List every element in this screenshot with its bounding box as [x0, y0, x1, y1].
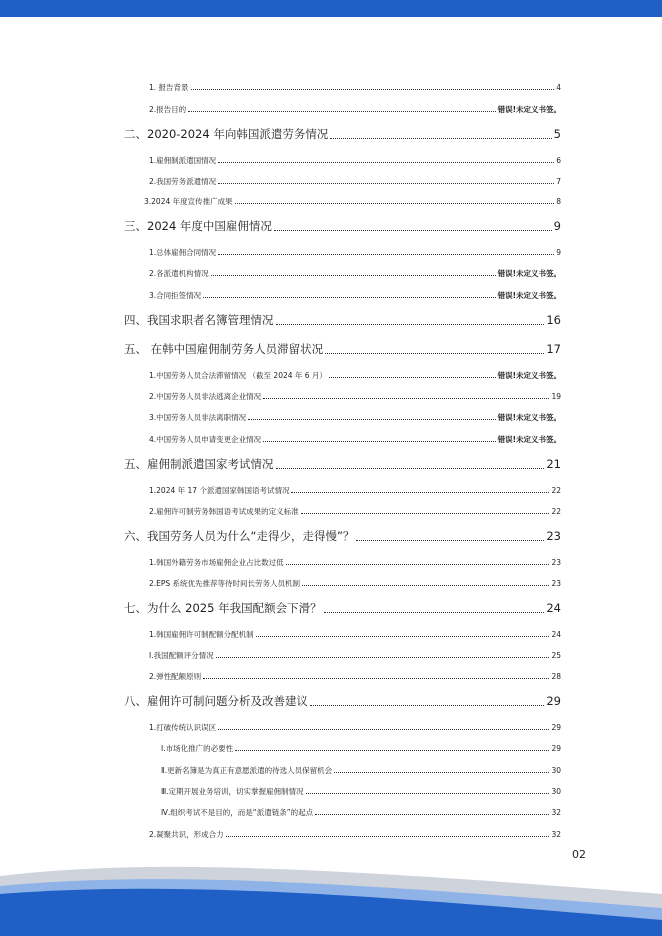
- toc-entry-page: 错误!未定义书签。: [497, 413, 561, 422]
- toc-entry-title: Ⅱ.更新名簿是为真正有意愿派遣的待选人员保留机会: [161, 766, 333, 775]
- page-number: 02: [572, 848, 586, 861]
- toc-entry-page: 9: [553, 219, 561, 233]
- toc-entry-title: 1.韩国雇佣许可制配额分配机制: [149, 630, 254, 639]
- toc-entry-title: 2.雇佣许可制劳务韩国语考试成果的定义标准: [149, 507, 299, 516]
- toc-entry[interactable]: [149, 290, 561, 301]
- toc-entry-title: 2.报告目的: [149, 105, 187, 114]
- toc-entry-page: 16: [546, 313, 561, 327]
- toc-entry-title: Ⅰ.市场化推广的必要性: [161, 744, 234, 753]
- toc-entry-title: 1.雇佣制派遣国情况: [149, 156, 217, 165]
- toc-entry-title: Ⅰ.我国配额评分情况: [149, 651, 214, 660]
- toc-entry-title: 1.打破传统认识误区: [149, 723, 217, 732]
- toc-entry-title: 2.EPS 系统优先推荐等待时间长劳务人员机制: [149, 579, 301, 588]
- toc-entry-title: 4.中国劳务人员申请变更企业情况: [149, 435, 262, 444]
- toc-entry[interactable]: [149, 370, 561, 381]
- toc-entry[interactable]: [149, 155, 561, 166]
- toc-entry[interactable]: [149, 578, 561, 589]
- toc-entry-page: 30: [551, 787, 561, 796]
- toc-entry-page: 29: [551, 744, 561, 753]
- toc-entry[interactable]: [124, 601, 561, 616]
- toc-entry[interactable]: [144, 196, 561, 207]
- toc-entry[interactable]: [161, 807, 561, 818]
- toc-entry[interactable]: [149, 671, 561, 682]
- toc-entry-page: 19: [551, 392, 561, 401]
- toc-entry-title: 八、雇佣许可制问题分析及改善建议: [124, 694, 308, 708]
- toc-entry-title: 六、我国劳务人员为什么“走得少，走得慢”？: [124, 529, 355, 543]
- toc-entry-title: 五、 在韩中国雇佣制劳务人员滞留状况: [124, 342, 324, 356]
- toc-entry-title: 2.我国劳务派遣情况: [149, 177, 217, 186]
- toc-entry-title: 3.中国劳务人员非法离职情况: [149, 413, 247, 422]
- toc-entry-title: 五、雇佣制派遣国家考试情况: [124, 457, 274, 471]
- toc-entry-page: 8: [556, 197, 561, 206]
- toc-entry-title: 七、为什么 2025 年我国配额会下滑？: [124, 601, 322, 615]
- toc-entry[interactable]: [149, 268, 561, 279]
- toc-entry-page: 24: [551, 630, 561, 639]
- toc-entry[interactable]: [149, 176, 561, 187]
- toc-entry-title: 1.总体雇佣合同情况: [149, 248, 217, 257]
- toc-entry[interactable]: [161, 765, 561, 776]
- toc-entry-page: 25: [551, 651, 561, 660]
- toc-entry-title: 二、2020-2024 年向韩国派遣劳务情况: [124, 127, 329, 141]
- toc-entry-page: 29: [546, 694, 561, 708]
- toc-entry[interactable]: [149, 629, 561, 640]
- toc-entry[interactable]: [149, 485, 561, 496]
- toc-entry[interactable]: [149, 557, 561, 568]
- toc-entry-title: 1.2024 年 17 个派遣国家韩国语考试情况: [149, 486, 290, 495]
- toc-entry-title: 2.各派遣机构情况: [149, 269, 209, 278]
- toc-entry-page: 29: [551, 723, 561, 732]
- toc-entry[interactable]: [149, 82, 561, 93]
- toc-entry-title: Ⅳ.组织考试不是目的，而是“派遣链条”的起点: [161, 808, 314, 817]
- toc-entry-title: 2.中国劳务人员非法逃离企业情况: [149, 392, 262, 401]
- toc-entry[interactable]: [124, 694, 561, 709]
- toc-entry[interactable]: [161, 786, 561, 797]
- toc-entry-title: 3.2024 年度宣传推广成果: [144, 197, 233, 206]
- toc-entry[interactable]: [124, 529, 561, 544]
- toc-entry-title: 2.凝聚共识，形成合力: [149, 830, 224, 839]
- toc-entry-page: 22: [551, 486, 561, 495]
- toc-entry-page: 错误!未定义书签。: [497, 269, 561, 278]
- toc-entry-title: 1.韩国外籍劳务市场雇佣企业占比数过低: [149, 558, 284, 567]
- toc-entry[interactable]: [124, 457, 561, 472]
- toc-entry-page: 22: [551, 507, 561, 516]
- toc-entry-page: 6: [556, 156, 561, 165]
- toc-entry-title: 1. 报告背景: [149, 83, 189, 92]
- toc-entry-page: 错误!未定义书签。: [497, 105, 561, 114]
- toc-entry-title: 1.中国劳务人员合法滞留情况 （截至 2024 年 6 月）: [149, 371, 327, 380]
- toc-entry-page: 23: [551, 579, 561, 588]
- footer-wave-decoration: [0, 858, 662, 936]
- toc-entry-page: 30: [551, 766, 561, 775]
- toc-entry-title: Ⅲ.定期开展业务培训，切实掌握雇佣制情况: [161, 787, 304, 796]
- toc-entry-page: 32: [551, 808, 561, 817]
- toc-entry-page: 4: [556, 83, 561, 92]
- toc-entry-page: 5: [553, 127, 561, 141]
- toc-entry-page: 32: [551, 830, 561, 839]
- toc-entry[interactable]: [149, 722, 561, 733]
- toc-entry-page: 17: [546, 342, 561, 356]
- toc-entry-title: 三、2024 年度中国雇佣情况: [124, 219, 272, 233]
- toc-entry[interactable]: [149, 247, 561, 258]
- toc-entry[interactable]: [124, 219, 561, 234]
- toc-entry[interactable]: [124, 127, 561, 142]
- toc-entry-title: 2.弹性配额原则: [149, 672, 202, 681]
- toc-entry[interactable]: [149, 650, 561, 661]
- toc-entry-title: 四、我国求职者名簿管理情况: [124, 313, 274, 327]
- toc-entry[interactable]: [124, 342, 561, 357]
- toc-entry-page: 23: [546, 529, 561, 543]
- toc-entry-page: 21: [546, 457, 561, 471]
- toc-entry-page: 9: [556, 248, 561, 257]
- toc-entry[interactable]: [149, 434, 561, 445]
- toc-entry-page: 错误!未定义书签。: [497, 371, 561, 380]
- toc-entry-page: 7: [556, 177, 561, 186]
- toc-entry[interactable]: [149, 506, 561, 517]
- toc-entry-page: 错误!未定义书签。: [497, 435, 561, 444]
- toc-entry-page: 错误!未定义书签。: [497, 291, 561, 300]
- toc-entry-page: 28: [551, 672, 561, 681]
- toc-entry[interactable]: [124, 313, 561, 328]
- toc-entry[interactable]: [149, 829, 561, 840]
- toc-entry[interactable]: [149, 104, 561, 115]
- toc-entry-page: 24: [546, 601, 561, 615]
- toc-entry-page: 23: [551, 558, 561, 567]
- toc-entry[interactable]: [149, 412, 561, 423]
- toc-entry-title: 3.合同拒签情况: [149, 291, 202, 300]
- toc-entry[interactable]: [161, 743, 561, 754]
- toc-entry[interactable]: [149, 391, 561, 402]
